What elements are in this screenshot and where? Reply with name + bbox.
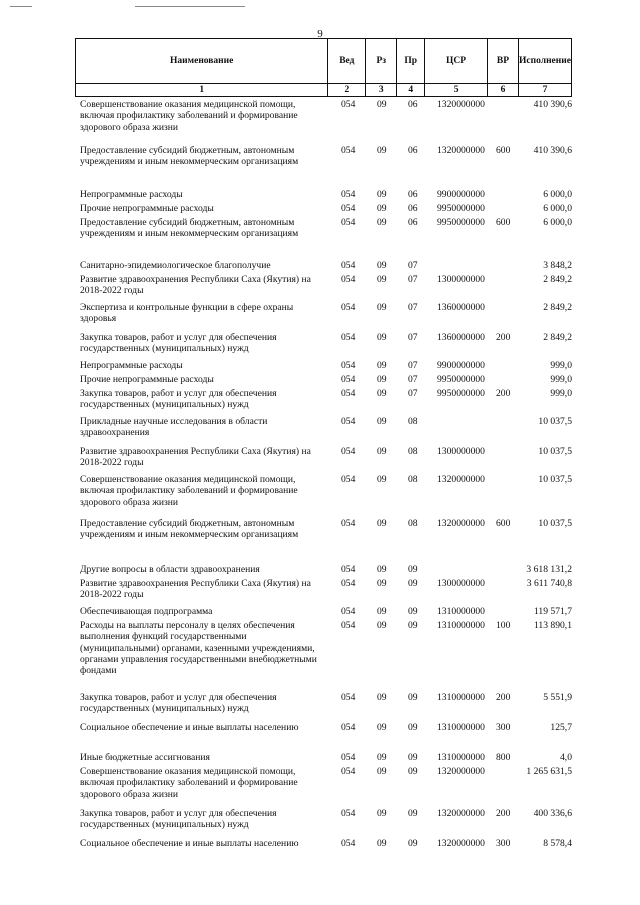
row-rz: 09	[377, 838, 387, 849]
row-rz: 09	[377, 189, 387, 200]
row-value: 119 571,7	[533, 606, 572, 617]
row-ved: 054	[341, 578, 356, 589]
row-pr: 06	[408, 99, 418, 110]
row-name: Закупка товаров, работ и услуг для обеспечения государственных (муниципальных) нужд	[80, 808, 277, 831]
header-rz: Рз	[366, 39, 397, 84]
row-vr: 800	[496, 752, 511, 763]
row-pr: 07	[408, 374, 418, 385]
row-name: Другие вопросы в области здравоохранения	[80, 564, 260, 575]
row-name: Совершенствование оказания медицинской помощи, включая профилактику заболеваний и формирование здорового образа жизни	[80, 99, 298, 133]
row-name: Иные бюджетные ассигнования	[80, 752, 210, 763]
table-header	[75, 38, 572, 97]
row-ved: 054	[341, 189, 356, 200]
row-csr: 1310000000	[437, 620, 485, 631]
row-name: Развитие здравоохранения Республики Саха (Якутия) на 2018-2022 годы	[80, 274, 311, 297]
row-name: Закупка товаров, работ и услуг для обеспечения государственных (муниципальных) нужд	[80, 332, 277, 355]
column-number-6: 6	[488, 84, 519, 97]
row-pr: 06	[408, 145, 418, 156]
row-pr: 09	[408, 578, 418, 589]
row-csr: 9950000000	[437, 374, 485, 385]
header-execution: Исполнение	[518, 39, 571, 84]
row-ved: 054	[341, 752, 356, 763]
row-pr: 09	[408, 564, 418, 575]
row-pr: 08	[408, 474, 418, 485]
row-csr: 9900000000	[437, 189, 485, 200]
row-pr: 09	[408, 752, 418, 763]
row-value: 3 848,2	[543, 260, 572, 271]
row-ved: 054	[341, 518, 356, 529]
row-name: Обеспечивающая подпрограмма	[80, 606, 213, 617]
row-rz: 09	[377, 620, 387, 631]
row-ved: 054	[341, 766, 356, 777]
row-vr: 200	[496, 808, 511, 819]
row-pr: 07	[408, 302, 418, 313]
row-rz: 09	[377, 692, 387, 703]
header-vr: ВР	[488, 39, 519, 84]
row-name: Непрограммные расходы	[80, 360, 183, 371]
row-pr: 09	[408, 692, 418, 703]
row-name: Расходы на выплаты персоналу в целях обеспечения выполнения функций государственными (муниципальными) органами, казенными учреждениями, органами управления государственными внебюджетными фондами	[80, 620, 317, 677]
row-ved: 054	[341, 564, 356, 575]
row-value: 2 849,2	[543, 274, 572, 285]
row-value: 999,0	[550, 360, 572, 371]
column-number-3: 3	[366, 84, 397, 97]
row-name: Закупка товаров, работ и услуг для обеспечения государственных (муниципальных) нужд	[80, 388, 277, 411]
row-value: 10 037,5	[538, 416, 572, 427]
row-value: 8 578,4	[543, 838, 572, 849]
row-rz: 09	[377, 99, 387, 110]
row-value: 2 849,2	[543, 302, 572, 313]
row-ved: 054	[341, 838, 356, 849]
row-csr: 1310000000	[437, 722, 485, 733]
row-ved: 054	[341, 99, 356, 110]
row-csr: 1320000000	[437, 99, 485, 110]
header-name: Наименование	[76, 39, 328, 84]
row-vr: 300	[496, 838, 511, 849]
row-ved: 054	[341, 217, 356, 228]
row-csr: 1320000000	[437, 808, 485, 819]
row-value: 10 037,5	[538, 474, 572, 485]
row-ved: 054	[341, 360, 356, 371]
row-value: 400 336,6	[533, 808, 572, 819]
row-ved: 054	[341, 620, 356, 631]
row-rz: 09	[377, 260, 387, 271]
row-vr: 200	[496, 388, 511, 399]
row-ved: 054	[341, 260, 356, 271]
row-rz: 09	[377, 332, 387, 343]
row-name: Совершенствование оказания медицинской помощи, включая профилактику заболеваний и формирование здорового образа жизни	[80, 766, 298, 800]
row-name: Прикладные научные исследования в области здравоохранения	[80, 416, 268, 439]
row-pr: 09	[408, 606, 418, 617]
row-value: 3 611 740,8	[526, 578, 572, 589]
row-rz: 09	[377, 766, 387, 777]
row-rz: 09	[377, 518, 387, 529]
row-rz: 09	[377, 578, 387, 589]
row-csr: 1360000000	[437, 302, 485, 313]
row-rz: 09	[377, 374, 387, 385]
row-pr: 08	[408, 518, 418, 529]
row-csr: 9950000000	[437, 388, 485, 399]
row-csr: 1300000000	[437, 446, 485, 457]
row-rz: 09	[377, 606, 387, 617]
row-value: 999,0	[550, 388, 572, 399]
row-vr: 300	[496, 722, 511, 733]
row-value: 410 390,6	[533, 99, 572, 110]
row-ved: 054	[341, 808, 356, 819]
row-ved: 054	[341, 274, 356, 285]
row-pr: 07	[408, 260, 418, 271]
row-csr: 1320000000	[437, 474, 485, 485]
row-ved: 054	[341, 374, 356, 385]
row-pr: 06	[408, 189, 418, 200]
row-ved: 054	[341, 203, 356, 214]
row-vr: 600	[496, 217, 511, 228]
row-csr: 1320000000	[437, 766, 485, 777]
row-csr: 1310000000	[437, 606, 485, 617]
row-name: Развитие здравоохранения Республики Саха (Якутия) на 2018-2022 годы	[80, 578, 311, 601]
row-name: Санитарно-эпидемиологическое благополучие	[80, 260, 271, 271]
row-name: Прочие непрограммные расходы	[80, 203, 214, 214]
row-ved: 054	[341, 474, 356, 485]
row-value: 125,7	[550, 722, 572, 733]
row-csr: 9900000000	[437, 360, 485, 371]
row-ved: 054	[341, 332, 356, 343]
row-ved: 054	[341, 416, 356, 427]
row-pr: 09	[408, 808, 418, 819]
row-vr: 600	[496, 145, 511, 156]
row-rz: 09	[377, 808, 387, 819]
row-pr: 09	[408, 766, 418, 777]
row-name: Экспертиза и контрольные функции в сфере охраны здоровья	[80, 302, 294, 325]
row-pr: 08	[408, 446, 418, 457]
row-pr: 07	[408, 332, 418, 343]
row-value: 10 037,5	[538, 446, 572, 457]
row-vr: 100	[496, 620, 511, 631]
row-pr: 06	[408, 217, 418, 228]
row-name: Развитие здравоохранения Республики Саха (Якутия) на 2018-2022 годы	[80, 446, 311, 469]
row-pr: 07	[408, 274, 418, 285]
page-number: 9	[317, 28, 323, 40]
row-rz: 09	[377, 446, 387, 457]
row-name: Предоставление субсидий бюджетным, автономным учреждениям и иным некоммерческим организациям	[80, 145, 299, 168]
row-rz: 09	[377, 752, 387, 763]
row-csr: 1320000000	[437, 145, 485, 156]
row-rz: 09	[377, 388, 387, 399]
row-value: 2 849,2	[543, 332, 572, 343]
header-pr: Пр	[397, 39, 425, 84]
row-csr: 1310000000	[437, 692, 485, 703]
row-rz: 09	[377, 416, 387, 427]
row-value: 113 890,1	[533, 620, 572, 631]
row-pr: 07	[408, 360, 418, 371]
row-csr: 9950000000	[437, 217, 485, 228]
row-value: 1 265 631,5	[526, 766, 572, 777]
row-pr: 08	[408, 416, 418, 427]
row-rz: 09	[377, 145, 387, 156]
row-value: 4,0	[560, 752, 572, 763]
row-ved: 054	[341, 388, 356, 399]
row-rz: 09	[377, 203, 387, 214]
row-ved: 054	[341, 302, 356, 313]
row-rz: 09	[377, 474, 387, 485]
row-pr: 06	[408, 203, 418, 214]
row-csr: 1310000000	[437, 752, 485, 763]
row-rz: 09	[377, 217, 387, 228]
row-ved: 054	[341, 446, 356, 457]
row-csr: 1360000000	[437, 332, 485, 343]
row-pr: 09	[408, 838, 418, 849]
header-ved: Вед	[328, 39, 366, 84]
row-pr: 07	[408, 388, 418, 399]
row-value: 5 551,9	[543, 692, 572, 703]
row-name: Предоставление субсидий бюджетным, автономным учреждениям и иным некоммерческим организациям	[80, 217, 299, 240]
row-value: 3 618 131,2	[526, 564, 572, 575]
row-value: 10 037,5	[538, 518, 572, 529]
row-csr: 1320000000	[437, 518, 485, 529]
row-name: Социальное обеспечение и иные выплаты населению	[80, 838, 299, 849]
column-number-7: 7	[518, 84, 571, 97]
row-ved: 054	[341, 692, 356, 703]
row-vr: 200	[496, 332, 511, 343]
row-pr: 09	[408, 620, 418, 631]
row-rz: 09	[377, 274, 387, 285]
row-name: Непрограммные расходы	[80, 189, 183, 200]
row-ved: 054	[341, 722, 356, 733]
row-rz: 09	[377, 722, 387, 733]
row-value: 6 000,0	[543, 217, 572, 228]
row-rz: 09	[377, 564, 387, 575]
row-rz: 09	[377, 302, 387, 313]
column-number-4: 4	[397, 84, 425, 97]
row-pr: 09	[408, 722, 418, 733]
row-name: Социальное обеспечение и иные выплаты населению	[80, 722, 299, 733]
row-csr: 1320000000	[437, 838, 485, 849]
row-vr: 200	[496, 692, 511, 703]
column-number-1: 1	[76, 84, 328, 97]
row-csr: 1300000000	[437, 578, 485, 589]
row-vr: 600	[496, 518, 511, 529]
header-csr: ЦСР	[425, 39, 488, 84]
column-number-5: 5	[425, 84, 488, 97]
scan-mark-center	[135, 6, 245, 7]
row-value: 410 390,6	[533, 145, 572, 156]
row-ved: 054	[341, 145, 356, 156]
row-value: 6 000,0	[543, 203, 572, 214]
row-value: 999,0	[550, 374, 572, 385]
row-name: Прочие непрограммные расходы	[80, 374, 214, 385]
row-name: Совершенствование оказания медицинской помощи, включая профилактику заболеваний и формирование здорового образа жизни	[80, 474, 298, 508]
row-csr: 9950000000	[437, 203, 485, 214]
scan-mark-left	[10, 6, 32, 7]
row-name: Закупка товаров, работ и услуг для обеспечения государственных (муниципальных) нужд	[80, 692, 277, 715]
row-value: 6 000,0	[543, 189, 572, 200]
row-csr: 1300000000	[437, 274, 485, 285]
row-ved: 054	[341, 606, 356, 617]
row-rz: 09	[377, 360, 387, 371]
column-number-2: 2	[328, 84, 366, 97]
row-name: Предоставление субсидий бюджетным, автономным учреждениям и иным некоммерческим организациям	[80, 518, 299, 541]
